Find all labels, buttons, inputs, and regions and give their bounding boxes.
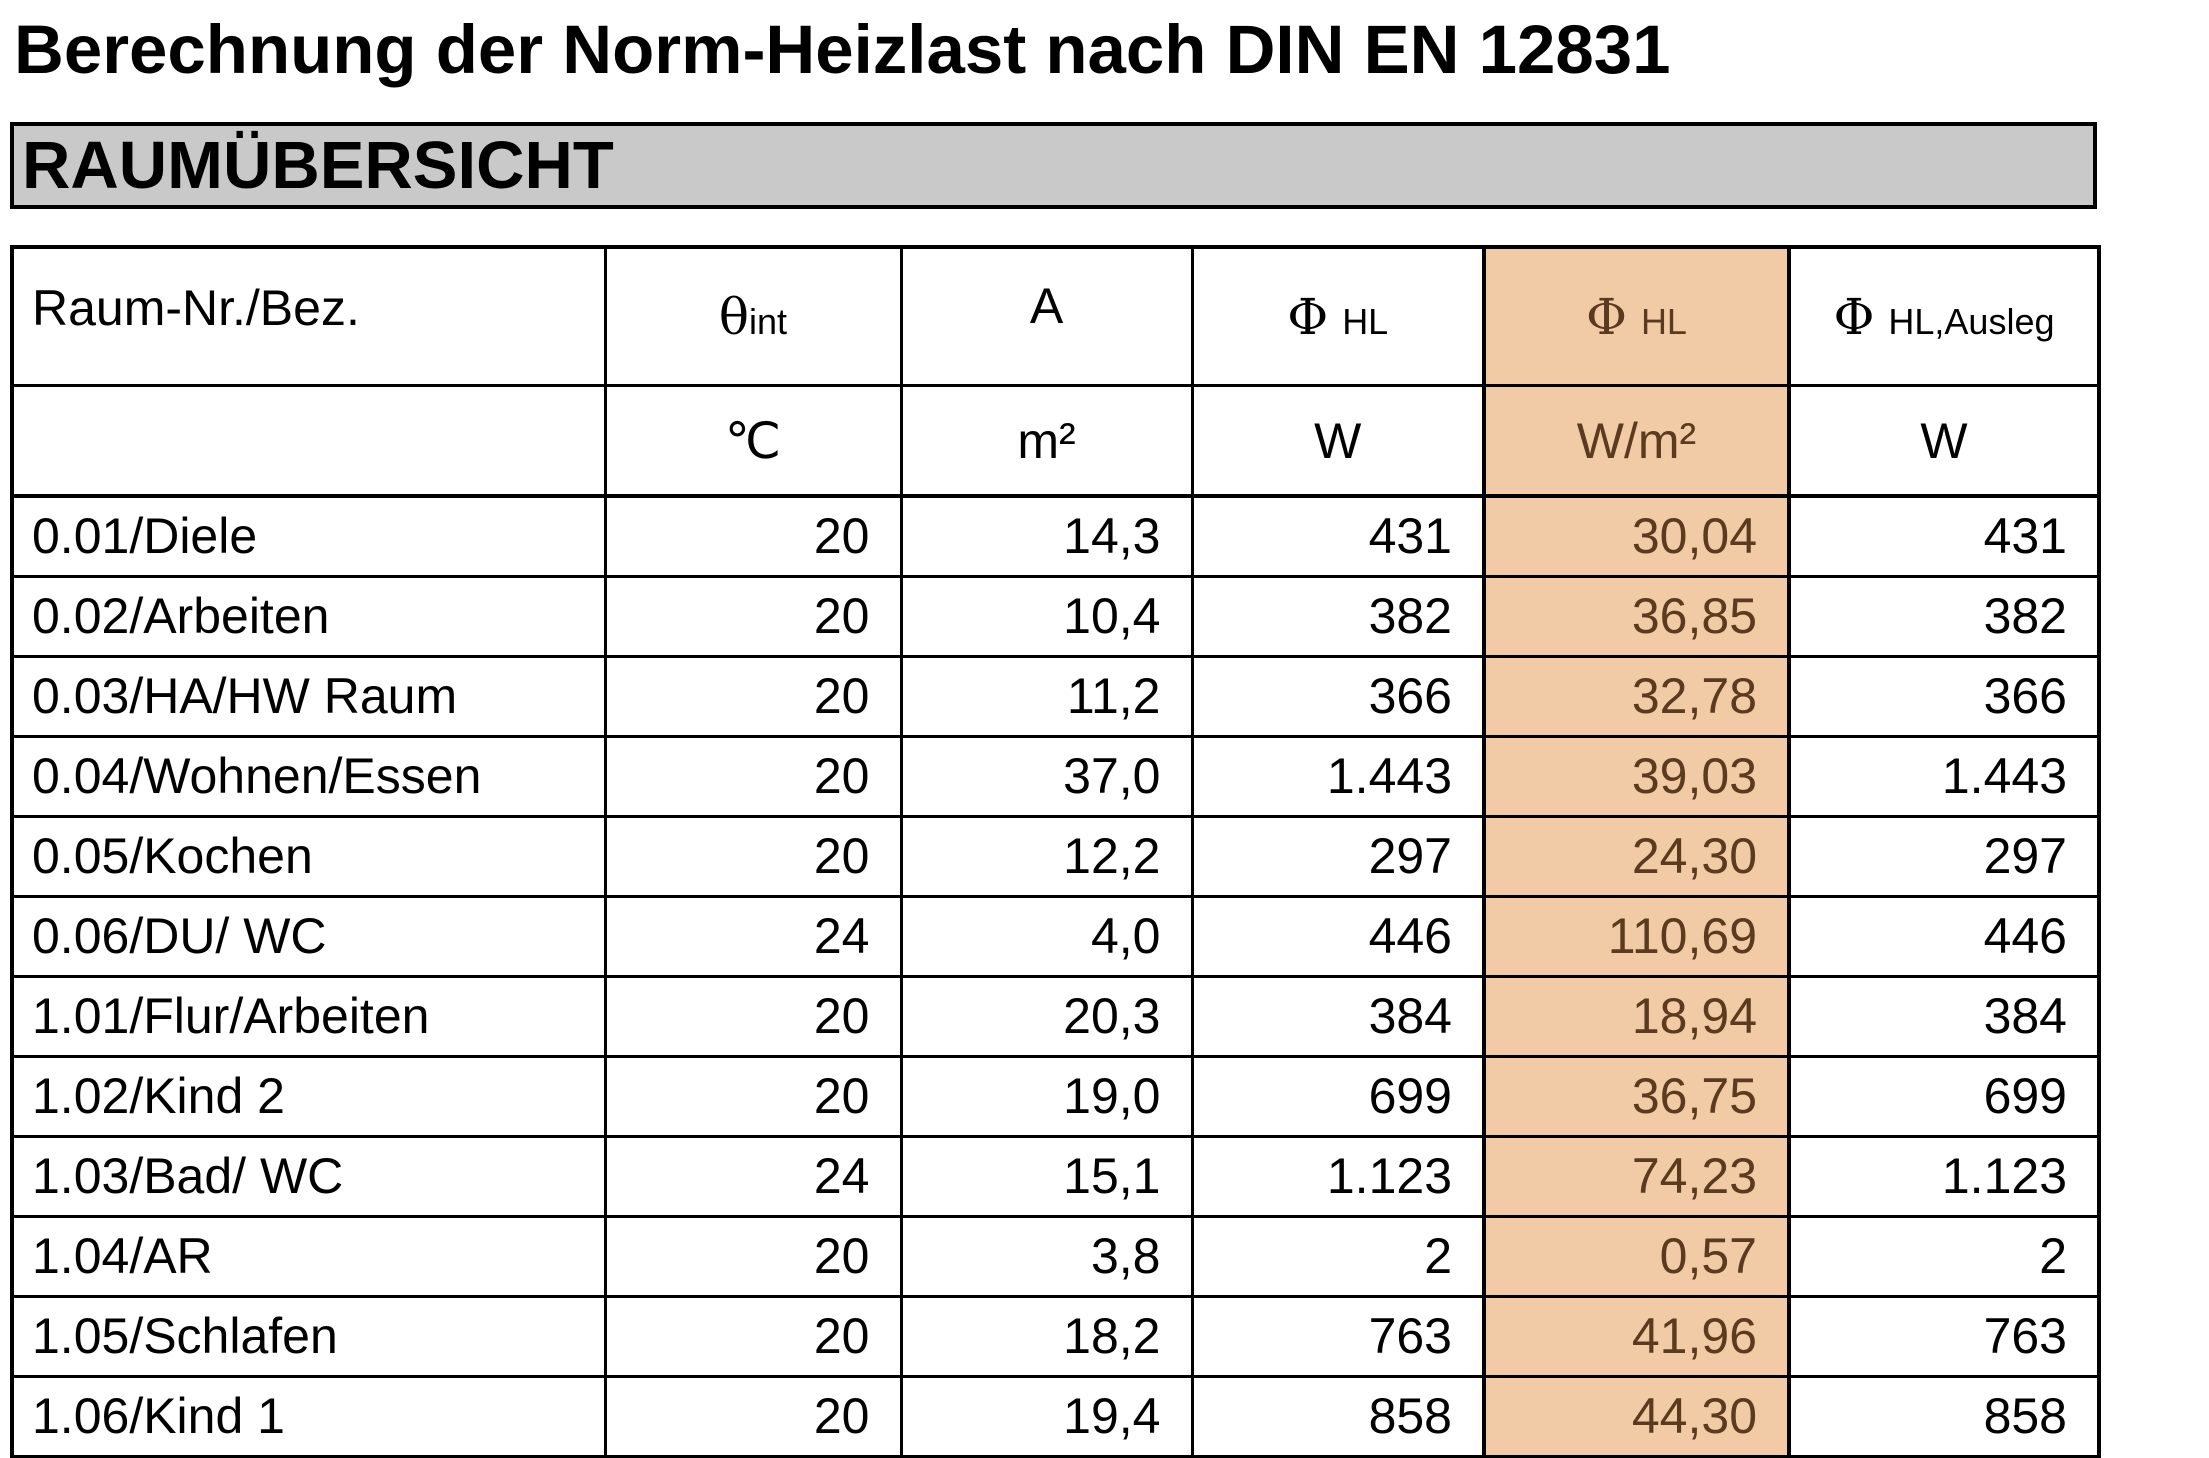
- cell-phi-hl: 446: [1192, 897, 1484, 977]
- unit-design: W: [1789, 386, 2099, 497]
- phi-symbol: Φ: [1287, 287, 1329, 346]
- cell-theta-int: 20: [605, 737, 901, 817]
- cell-phi-design: 431: [1789, 496, 2099, 577]
- cell-theta-int: 20: [605, 977, 901, 1057]
- unit-temp: ℃: [605, 386, 901, 497]
- cell-phi-hl: 2: [1192, 1217, 1484, 1297]
- cell-theta-int: 24: [605, 897, 901, 977]
- cell-phi-design: 382: [1789, 577, 2099, 657]
- cell-phi-specific: 0,57: [1484, 1217, 1789, 1297]
- cell-phi-specific: 41,96: [1484, 1297, 1789, 1377]
- cell-theta-int: 20: [605, 1057, 901, 1137]
- cell-phi-specific: 36,85: [1484, 577, 1789, 657]
- cell-room-name: 1.05/Schlafen: [12, 1297, 605, 1377]
- cell-room-name: 0.04/Wohnen/Essen: [12, 737, 605, 817]
- theta-subscript: int: [749, 300, 788, 342]
- header-phi-hl: [1192, 247, 1484, 386]
- cell-area: 19,0: [901, 1057, 1192, 1137]
- cell-theta-int: 20: [605, 496, 901, 577]
- phi-symbol: Φ: [1833, 287, 1875, 346]
- table-row: [12, 1297, 2099, 1377]
- cell-phi-hl: 297: [1192, 817, 1484, 897]
- table-row: [12, 977, 2099, 1057]
- page-title: Berechnung der Norm-Heizlast nach DIN EN 12831: [14, 11, 1671, 88]
- area-symbol: A: [1029, 277, 1064, 334]
- cell-phi-design: 763: [1789, 1297, 2099, 1377]
- cell-phi-hl: 699: [1192, 1057, 1484, 1137]
- cell-phi-hl: 763: [1192, 1297, 1484, 1377]
- cell-room-name: 0.06/DU/ WC: [12, 897, 605, 977]
- cell-theta-int: 24: [605, 1137, 901, 1217]
- cell-area: 3,8: [901, 1217, 1192, 1297]
- table-row: [12, 657, 2099, 737]
- cell-room-name: 1.01/Flur/Arbeiten: [12, 977, 605, 1057]
- cell-room-name: 1.03/Bad/ WC: [12, 1137, 605, 1217]
- units-row: [12, 386, 2099, 497]
- cell-phi-specific: 18,94: [1484, 977, 1789, 1057]
- cell-area: 37,0: [901, 737, 1192, 817]
- cell-phi-design: 446: [1789, 897, 2099, 977]
- cell-room-name: 0.01/Diele: [12, 496, 605, 577]
- cell-phi-hl: 1.123: [1192, 1137, 1484, 1217]
- cell-phi-specific: 32,78: [1484, 657, 1789, 737]
- table-row: [12, 577, 2099, 657]
- cell-theta-int: 20: [605, 817, 901, 897]
- cell-theta-int: 20: [605, 577, 901, 657]
- phi-hl-subscript: HL: [1342, 300, 1389, 342]
- cell-phi-hl: 431: [1192, 496, 1484, 577]
- cell-phi-design: 1.443: [1789, 737, 2099, 817]
- phi-specific-subscript: HL: [1640, 300, 1687, 342]
- phi-symbol: Φ: [1586, 287, 1628, 346]
- table-row: [12, 496, 2099, 577]
- cell-room-name: 1.06/Kind 1: [12, 1377, 605, 1457]
- cell-room-name: 1.02/Kind 2: [12, 1057, 605, 1137]
- header-theta: [605, 247, 901, 386]
- cell-area: 10,4: [901, 577, 1192, 657]
- cell-phi-design: 699: [1789, 1057, 2099, 1137]
- cell-phi-specific: 39,03: [1484, 737, 1789, 817]
- header-area: [901, 247, 1192, 386]
- cell-phi-design: 297: [1789, 817, 2099, 897]
- unit-room-empty: [12, 386, 605, 497]
- room-overview-table: [10, 245, 2101, 1458]
- cell-area: 19,4: [901, 1377, 1192, 1457]
- unit-load: W: [1192, 386, 1484, 497]
- cell-phi-hl: 366: [1192, 657, 1484, 737]
- phi-design-subscript: HL,Ausleg: [1888, 300, 2055, 342]
- cell-area: 4,0: [901, 897, 1192, 977]
- table-row: [12, 1377, 2099, 1457]
- cell-phi-specific: 44,30: [1484, 1377, 1789, 1457]
- cell-phi-specific: 110,69: [1484, 897, 1789, 977]
- cell-phi-hl: 384: [1192, 977, 1484, 1057]
- cell-area: 11,2: [901, 657, 1192, 737]
- cell-area: 18,2: [901, 1297, 1192, 1377]
- header-row: [12, 247, 2099, 386]
- cell-room-name: 0.02/Arbeiten: [12, 577, 605, 657]
- cell-theta-int: 20: [605, 657, 901, 737]
- table-row: [12, 1137, 2099, 1217]
- cell-phi-hl: 858: [1192, 1377, 1484, 1457]
- table-row: [12, 1057, 2099, 1137]
- cell-theta-int: 20: [605, 1217, 901, 1297]
- cell-area: 12,2: [901, 817, 1192, 897]
- cell-theta-int: 20: [605, 1297, 901, 1377]
- cell-room-name: 0.03/HA/HW Raum: [12, 657, 605, 737]
- unit-area: m²: [901, 386, 1192, 497]
- header-room: Raum-Nr./Bez.: [12, 247, 605, 386]
- cell-phi-design: 1.123: [1789, 1137, 2099, 1217]
- cell-room-name: 0.05/Kochen: [12, 817, 605, 897]
- cell-room-name: 1.04/AR: [12, 1217, 605, 1297]
- table-row: [12, 737, 2099, 817]
- section-header: RAUMÜBERSICHT: [10, 122, 2097, 209]
- cell-phi-design: 384: [1789, 977, 2099, 1057]
- cell-area: 15,1: [901, 1137, 1192, 1217]
- theta-symbol: θ: [718, 287, 750, 346]
- header-phi-design: [1789, 247, 2099, 386]
- cell-phi-design: 858: [1789, 1377, 2099, 1457]
- table-row: [12, 897, 2099, 977]
- cell-phi-specific: 30,04: [1484, 496, 1789, 577]
- cell-phi-hl: 382: [1192, 577, 1484, 657]
- cell-phi-specific: 36,75: [1484, 1057, 1789, 1137]
- cell-area: 14,3: [901, 496, 1192, 577]
- header-phi-specific: [1484, 247, 1789, 386]
- cell-phi-specific: 74,23: [1484, 1137, 1789, 1217]
- table-row: [12, 817, 2099, 897]
- cell-area: 20,3: [901, 977, 1192, 1057]
- cell-phi-design: 366: [1789, 657, 2099, 737]
- cell-theta-int: 20: [605, 1377, 901, 1457]
- cell-phi-specific: 24,30: [1484, 817, 1789, 897]
- cell-phi-design: 2: [1789, 1217, 2099, 1297]
- unit-specific: W/m²: [1484, 386, 1789, 497]
- table-row: [12, 1217, 2099, 1297]
- cell-phi-hl: 1.443: [1192, 737, 1484, 817]
